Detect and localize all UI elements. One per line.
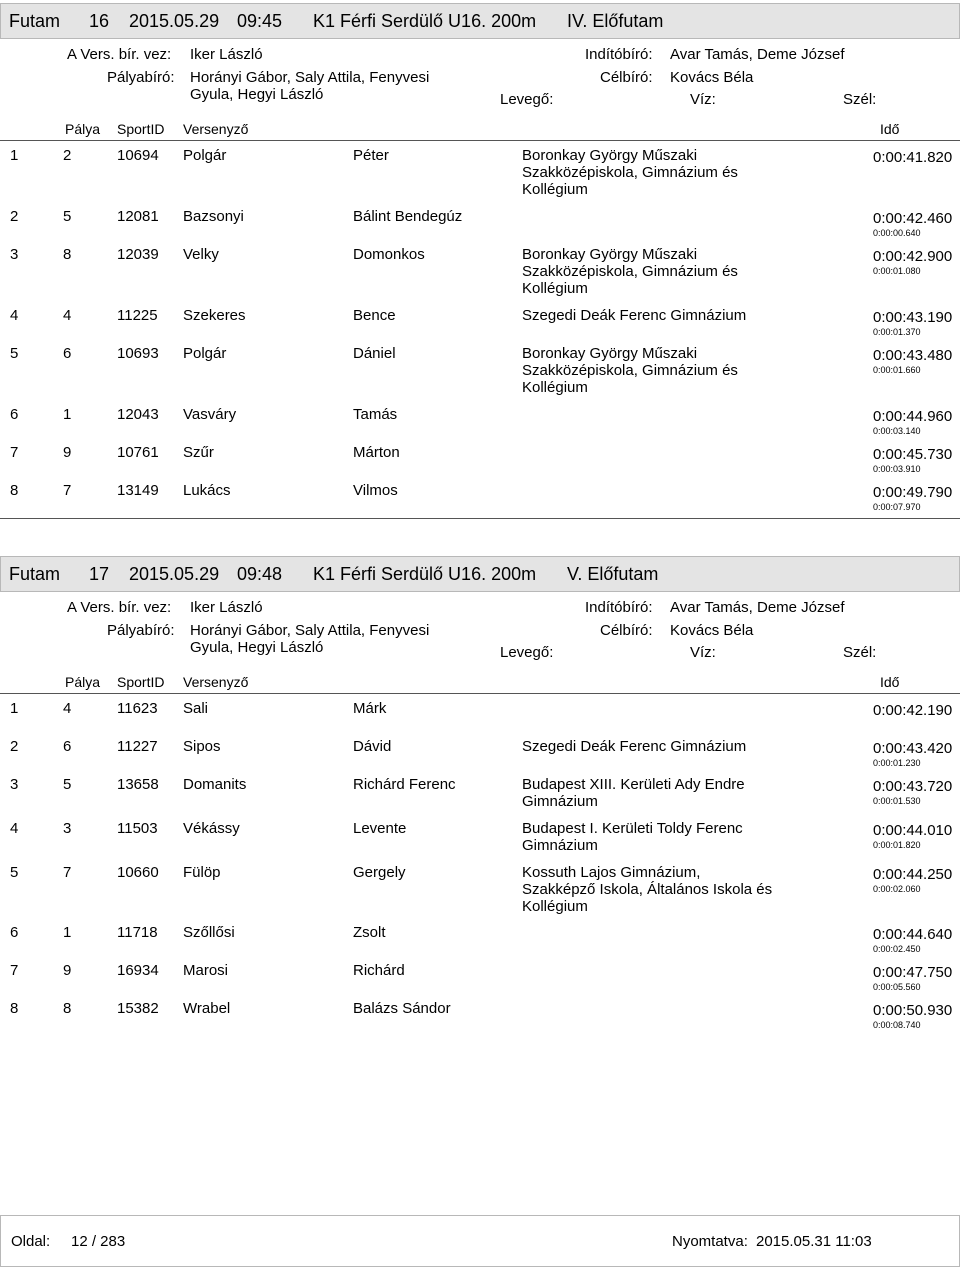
- place: 1: [10, 700, 19, 717]
- last-name: Vékássy: [183, 820, 240, 837]
- place: 7: [10, 444, 19, 461]
- lane: 8: [63, 1000, 72, 1017]
- first-name: Péter: [353, 147, 389, 164]
- race-round: V. Előfutam: [567, 564, 659, 584]
- indito-label: Indítóbíró:: [585, 599, 653, 616]
- lane: 3: [63, 820, 72, 837]
- first-name: Tamás: [353, 406, 398, 423]
- last-name: Szekeres: [183, 307, 246, 324]
- first-name: Bence: [353, 307, 396, 324]
- time-difference: 0:00:03.140: [873, 426, 921, 436]
- col-palya: Pálya: [65, 121, 101, 137]
- last-name: Sali: [183, 700, 209, 717]
- page-footer: [0, 1215, 960, 1267]
- table-header-rule: [0, 693, 960, 694]
- last-name: Fülöp: [183, 864, 221, 881]
- table-header-rule: [0, 140, 960, 141]
- sport-id: 11623: [117, 700, 158, 717]
- lane: 7: [63, 482, 72, 499]
- viz-label: Víz:: [690, 644, 716, 661]
- place: 4: [10, 820, 19, 837]
- levego-label: Levegő:: [500, 644, 554, 661]
- lane: 9: [63, 444, 72, 461]
- finish-time: 0:00:44.250: [873, 866, 953, 883]
- club: Budapest XIII. Kerületi Ady Endre Gimnázium: [522, 776, 745, 810]
- viz-label: Víz:: [690, 91, 716, 108]
- lane: 1: [63, 924, 72, 941]
- place: 5: [10, 864, 19, 881]
- club: Boronkay György Műszaki Szakközépiskola, Gimnázium és Kollégium: [522, 246, 738, 297]
- szel-label: Szél:: [843, 644, 877, 661]
- finish-time: 0:00:45.730: [873, 446, 953, 463]
- szel-label: Szél:: [843, 91, 877, 108]
- time-difference: 0:00:07.970: [873, 502, 921, 512]
- last-name: Domanits: [183, 776, 247, 793]
- sport-id: 11227: [117, 738, 158, 755]
- last-name: Szűr: [183, 444, 214, 461]
- first-name: Vilmos: [353, 482, 398, 499]
- lane: 5: [63, 776, 72, 793]
- club: Boronkay György Műszaki Szakközépiskola, Gimnázium és Kollégium: [522, 147, 738, 198]
- club: Kossuth Lajos Gimnázium, Szakképző Iskola, Általános Iskola és Kollégium: [522, 864, 773, 915]
- race-date: 2015.05.29: [129, 11, 220, 31]
- lane: 7: [63, 864, 72, 881]
- palya-value-1: Horányi Gábor, Saly Attila, Fenyvesi: [190, 622, 430, 639]
- place: 3: [10, 246, 19, 263]
- race-header: [0, 3, 960, 39]
- race-date: 2015.05.29: [129, 564, 220, 584]
- last-name: Lukács: [183, 482, 231, 499]
- indito-value: Avar Tamás, Deme József: [670, 599, 845, 616]
- page-label: Oldal:: [11, 1233, 51, 1250]
- indito-label: Indítóbíró:: [585, 46, 653, 63]
- time-difference: 0:00:01.370: [873, 327, 921, 337]
- first-name: Balázs Sándor: [353, 1000, 451, 1017]
- time-difference: 0:00:05.560: [873, 982, 921, 992]
- sport-id: 11503: [117, 820, 158, 837]
- lane: 6: [63, 738, 72, 755]
- finish-time: 0:00:43.190: [873, 309, 953, 326]
- finish-time: 0:00:44.960: [873, 408, 953, 425]
- finish-time: 0:00:43.480: [873, 347, 953, 364]
- vers-value: Iker László: [190, 46, 263, 63]
- time-difference: 0:00:01.660: [873, 365, 921, 375]
- finish-time: 0:00:44.010: [873, 822, 953, 839]
- first-name: Zsolt: [353, 924, 386, 941]
- last-name: Polgár: [183, 345, 227, 362]
- race-event: K1 Férfi Serdülő U16. 200m: [313, 11, 537, 31]
- palya-value-1: Horányi Gábor, Saly Attila, Fenyvesi: [190, 69, 430, 86]
- futam-label: Futam: [9, 564, 61, 584]
- printed-date: 2015.05.31 11:03: [756, 1233, 872, 1250]
- indito-value: Avar Tamás, Deme József: [670, 46, 845, 63]
- race-header: [0, 556, 960, 592]
- col-ido: Idő: [880, 121, 900, 137]
- finish-time: 0:00:41.820: [873, 149, 953, 166]
- col-versenyzo: Versenyző: [183, 121, 249, 137]
- finish-time: 0:00:43.720: [873, 778, 953, 795]
- finish-time: 0:00:47.750: [873, 964, 953, 981]
- cel-value: Kovács Béla: [670, 622, 754, 639]
- time-difference: 0:00:03.910: [873, 464, 921, 474]
- place: 7: [10, 962, 19, 979]
- palya-label: Pályabíró:: [107, 69, 175, 86]
- club: Boronkay György Műszaki Szakközépiskola, Gimnázium és Kollégium: [522, 345, 738, 396]
- sport-id: 10693: [117, 345, 159, 362]
- race-event: K1 Férfi Serdülő U16. 200m: [313, 564, 537, 584]
- last-name: Sipos: [183, 738, 221, 755]
- last-name: Szőllősi: [183, 924, 235, 941]
- lane: 9: [63, 962, 72, 979]
- lane: 5: [63, 208, 72, 225]
- first-name: Bálint Bendegúz: [353, 208, 463, 225]
- finish-time: 0:00:50.930: [873, 1002, 953, 1019]
- place: 4: [10, 307, 19, 324]
- lane: 8: [63, 246, 72, 263]
- vers-value: Iker László: [190, 599, 263, 616]
- finish-time: 0:00:44.640: [873, 926, 953, 943]
- cel-label: Célbíró:: [600, 622, 653, 639]
- sport-id: 12039: [117, 246, 159, 263]
- first-name: Dávid: [353, 738, 392, 755]
- lane: 6: [63, 345, 72, 362]
- last-name: Bazsonyi: [183, 208, 244, 225]
- last-name: Velky: [183, 246, 219, 263]
- time-difference: 0:00:01.230: [873, 758, 921, 768]
- place: 2: [10, 738, 19, 755]
- col-sportid: SportID: [117, 674, 165, 690]
- col-versenyzo: Versenyző: [183, 674, 249, 690]
- first-name: Domonkos: [353, 246, 425, 263]
- club: Budapest I. Kerületi Toldy Ferenc Gimnázium: [522, 820, 743, 854]
- first-name: Dániel: [353, 345, 396, 362]
- sport-id: 11225: [117, 307, 158, 324]
- club: Szegedi Deák Ferenc Gimnázium: [522, 738, 747, 755]
- club: Szegedi Deák Ferenc Gimnázium: [522, 307, 747, 324]
- sport-id: 13658: [117, 776, 159, 793]
- col-palya: Pálya: [65, 674, 101, 690]
- vers-label: A Vers. bír. vez:: [67, 599, 172, 616]
- place: 2: [10, 208, 19, 225]
- race-time: 09:48: [237, 564, 283, 584]
- place: 8: [10, 482, 19, 499]
- sport-id: 15382: [117, 1000, 159, 1017]
- page-number: 12 / 283: [71, 1233, 126, 1250]
- first-name: Márk: [353, 700, 387, 717]
- time-difference: 0:00:01.530: [873, 796, 921, 806]
- palya-label: Pályabíró:: [107, 622, 175, 639]
- race-number: 17: [89, 564, 110, 584]
- last-name: Vasváry: [183, 406, 237, 423]
- sport-id: 10694: [117, 147, 159, 164]
- first-name: Richárd Ferenc: [353, 776, 456, 793]
- sport-id: 16934: [117, 962, 159, 979]
- place: 8: [10, 1000, 19, 1017]
- palya-value-2: Gyula, Hegyi László: [190, 86, 324, 103]
- palya-value-2: Gyula, Hegyi László: [190, 639, 324, 656]
- last-name: Marosi: [183, 962, 229, 979]
- lane: 2: [63, 147, 72, 164]
- last-name: Wrabel: [183, 1000, 231, 1017]
- sport-id: 10761: [117, 444, 159, 461]
- first-name: Gergely: [353, 864, 406, 881]
- finish-time: 0:00:43.420: [873, 740, 953, 757]
- printed-label: Nyomtatva:: [672, 1233, 748, 1250]
- cel-value: Kovács Béla: [670, 69, 754, 86]
- finish-time: 0:00:42.900: [873, 248, 953, 265]
- finish-time: 0:00:42.190: [873, 702, 953, 719]
- time-difference: 0:00:02.450: [873, 944, 921, 954]
- levego-label: Levegő:: [500, 91, 554, 108]
- col-sportid: SportID: [117, 121, 165, 137]
- lane: 4: [63, 307, 72, 324]
- place: 5: [10, 345, 19, 362]
- race-number: 16: [89, 11, 110, 31]
- sport-id: 10660: [117, 864, 159, 881]
- futam-label: Futam: [9, 11, 61, 31]
- cel-label: Célbíró:: [600, 69, 653, 86]
- place: 6: [10, 406, 19, 423]
- sport-id: 13149: [117, 482, 159, 499]
- time-difference: 0:00:01.820: [873, 840, 921, 850]
- first-name: Levente: [353, 820, 407, 837]
- sport-id: 12081: [117, 208, 159, 225]
- place: 1: [10, 147, 19, 164]
- finish-time: 0:00:42.460: [873, 210, 953, 227]
- finish-time: 0:00:49.790: [873, 484, 953, 501]
- time-difference: 0:00:01.080: [873, 266, 921, 276]
- place: 6: [10, 924, 19, 941]
- table-bottom-rule: [0, 518, 960, 519]
- sport-id: 11718: [117, 924, 158, 941]
- time-difference: 0:00:00.640: [873, 228, 921, 238]
- col-ido: Idő: [880, 674, 900, 690]
- last-name: Polgár: [183, 147, 227, 164]
- lane: 1: [63, 406, 72, 423]
- place: 3: [10, 776, 19, 793]
- vers-label: A Vers. bír. vez:: [67, 46, 172, 63]
- first-name: Márton: [353, 444, 400, 461]
- sport-id: 12043: [117, 406, 159, 423]
- first-name: Richárd: [353, 962, 405, 979]
- time-difference: 0:00:08.740: [873, 1020, 921, 1030]
- time-difference: 0:00:02.060: [873, 884, 921, 894]
- race-time: 09:45: [237, 11, 283, 31]
- race-round: IV. Előfutam: [567, 11, 664, 31]
- lane: 4: [63, 700, 72, 717]
